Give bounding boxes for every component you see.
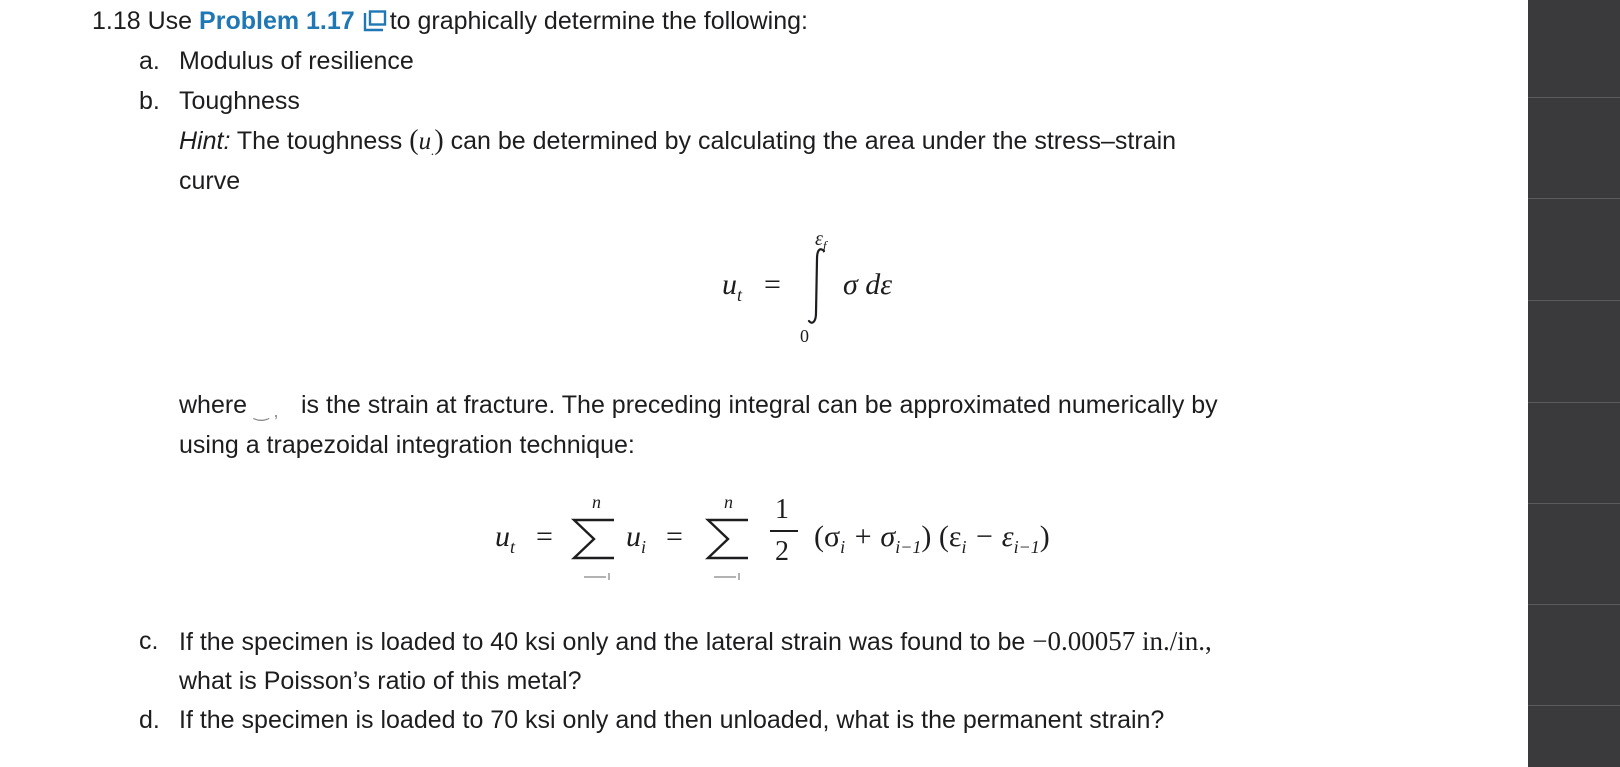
eq1-lhs: $u_t$ <box>722 268 743 305</box>
where-text-1: where <box>179 391 248 419</box>
sum-sign-icon <box>570 516 618 567</box>
eq2-mid: $u_i$ <box>626 520 647 557</box>
hint-text-1: The toughness <box>236 127 403 155</box>
item-a-marker: a. <box>139 47 160 75</box>
scrollbar[interactable] <box>1528 0 1620 767</box>
hint-line <box>179 126 1176 166</box>
frac-denominator: 2 <box>775 536 789 567</box>
item-d-marker: d. <box>139 706 160 734</box>
scrollbar-divider <box>1528 402 1620 403</box>
item-c-marker: c. <box>139 627 159 655</box>
hint-label: Hint: <box>179 127 231 155</box>
sum-1-upper: n <box>592 492 601 512</box>
sum-sign-icon-2 <box>704 516 752 567</box>
eq1-lower-limit: 0 <box>800 326 809 346</box>
scrollbar-divider <box>1528 300 1620 301</box>
integral-sign-icon <box>806 247 828 330</box>
hint-paren-close: ) <box>434 125 444 156</box>
item-d-text: If the specimen is loaded to 70 ksi only and then unloaded, what is the permanent strain? <box>179 706 1165 734</box>
hint-symbol-sub: . <box>431 143 435 158</box>
eq1-equals: = <box>764 268 781 301</box>
item-c-text-1: If the specimen is loaded to 40 ksi only and the lateral strain was found to be <box>179 628 1026 656</box>
sum-1-lower <box>582 568 612 578</box>
hint-paren-open: ( <box>409 125 419 156</box>
eq2-term: $(\sigma_i + \sigma_{i-1}) (\varepsilon_i - \varepsilon_{i-1})$ <box>814 520 1050 557</box>
problem-use: Use <box>147 7 193 35</box>
eq2-lhs: $u_t$ <box>495 520 516 557</box>
hint-symbol-u: u <box>418 128 432 155</box>
item-c-text-2: what is Poisson’s ratio of this metal? <box>179 667 582 695</box>
eq2-equals-1: = <box>536 520 553 553</box>
scrollbar-divider <box>1528 604 1620 605</box>
eq1-upper-limit: $\varepsilon_f$ <box>815 228 827 253</box>
hint-text-3: curve <box>179 167 241 195</box>
item-a <box>139 46 160 76</box>
problem-number: 1.18 <box>92 7 141 35</box>
frac-numerator: 1 <box>775 494 789 525</box>
scrollbar-divider <box>1528 503 1620 504</box>
eq2-equals-2: = <box>666 520 683 553</box>
fraction-bar <box>770 530 798 532</box>
item-c-value: −0.00057 in./in., <box>1032 626 1212 656</box>
problem-header <box>92 6 808 36</box>
where-line <box>179 390 1218 426</box>
item-c-line-1 <box>179 626 1212 657</box>
scrollbar-divider <box>1528 97 1620 98</box>
where-text-3: using a trapezoidal integration technique: <box>179 431 635 459</box>
item-b-text: Toughness <box>179 87 300 115</box>
item-b-marker: b. <box>139 87 160 115</box>
problem-1-17-link[interactable]: Problem 1.17 <box>199 7 355 35</box>
eq1-integrand: σ dε <box>843 268 893 301</box>
problem-instruction: to graphically determine the following: <box>389 7 808 35</box>
item-a-text: Modulus of resilience <box>179 47 414 75</box>
sum-2-lower <box>712 568 742 578</box>
hint-text-2: can be determined by calculating the area under the stress–strain <box>450 127 1177 155</box>
scrollbar-divider <box>1528 198 1620 199</box>
sum-2-upper: n <box>724 492 733 512</box>
external-link-icon[interactable] <box>363 10 387 32</box>
scrollbar-divider <box>1528 705 1620 706</box>
fracture-strain-symbol: ‿ , <box>254 401 279 421</box>
where-text-2: is the strain at fracture. The preceding integral can be approximated numerically by <box>301 391 1218 419</box>
